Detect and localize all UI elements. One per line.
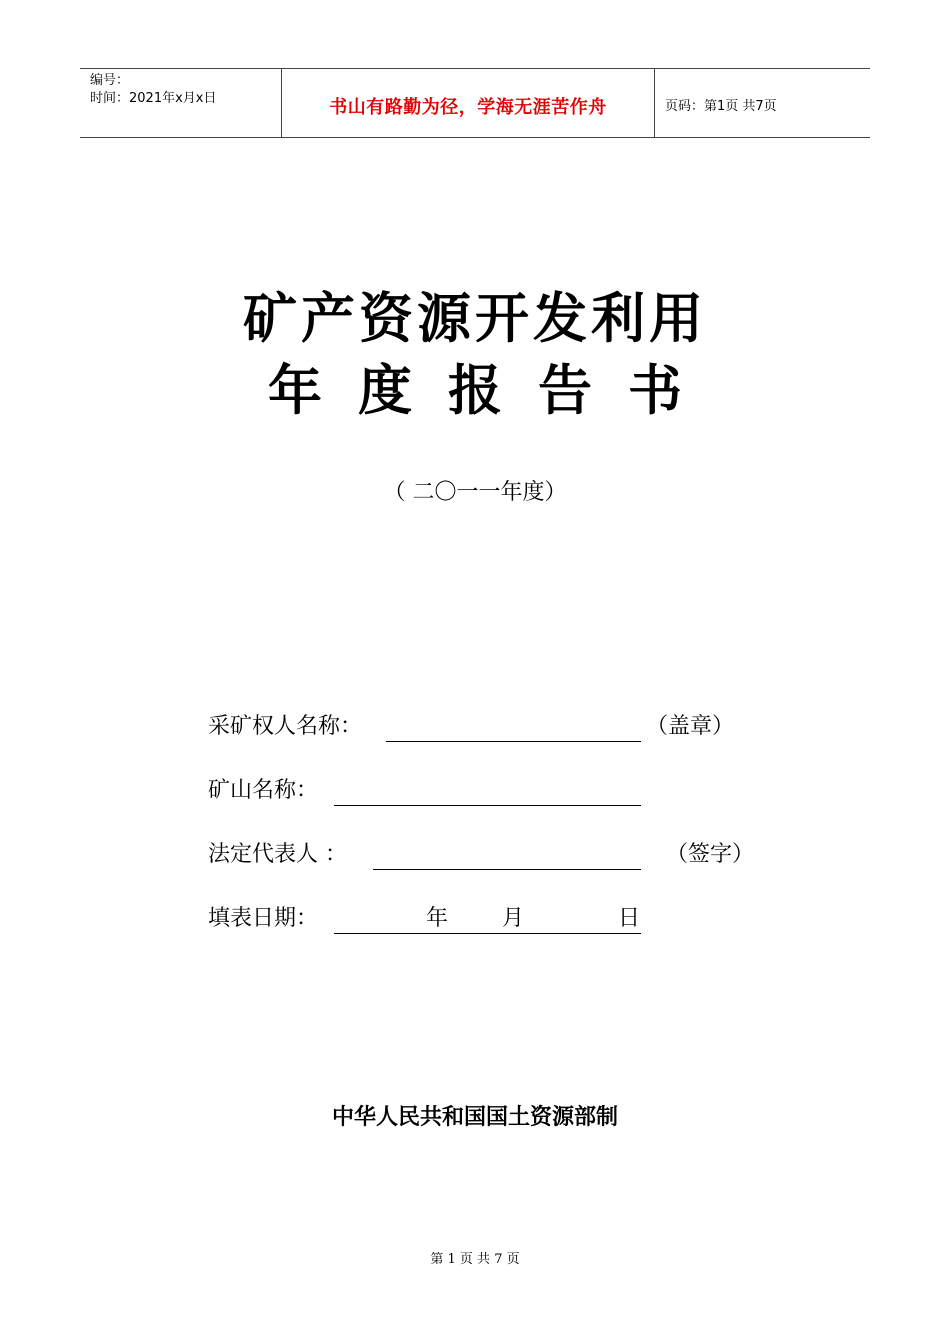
fill-date-input-line[interactable] (334, 933, 641, 934)
fill-date-day: 日 (618, 906, 641, 931)
mine-name-label: 矿山名称： (208, 778, 319, 803)
header-motto-cell (281, 69, 655, 137)
holder-name-field (208, 706, 768, 746)
legal-rep-signature-note: （签字） (666, 842, 755, 867)
document-title-line2: 年度报告书 (268, 358, 718, 422)
header-motto: 书山有路勤为径，学海无涯苦作舟 (329, 97, 607, 118)
legal-rep-label: 法定代表人 ： (208, 842, 347, 867)
holder-name-label: 采矿权人名称： (208, 714, 363, 739)
fill-date-field (208, 898, 768, 938)
fill-date-label: 填表日期： (208, 906, 319, 931)
header-page-info: 页码：第1页 共7页 (665, 99, 777, 114)
document-time-label: 时间：2021年x月x日 (90, 91, 217, 106)
holder-name-input-line[interactable] (386, 741, 641, 742)
report-year: （ 二〇一一年度） (383, 480, 567, 505)
document-title-line1: 矿产资源开发利用 (243, 286, 707, 350)
document-header (80, 68, 870, 138)
header-page-cell (655, 69, 870, 137)
document-number-label: 编号： (90, 73, 130, 88)
legal-rep-field (208, 834, 768, 874)
holder-seal-note: （盖章） (646, 714, 735, 739)
fill-date-month: 月 (502, 906, 525, 931)
fill-date-year: 年 (426, 906, 449, 931)
header-meta-cell (80, 69, 280, 137)
mine-name-input-line[interactable] (334, 805, 641, 806)
issuing-organization: 中华人民共和国国土资源部制 (331, 1104, 618, 1130)
mine-name-field (208, 770, 768, 810)
legal-rep-input-line[interactable] (373, 869, 641, 870)
page-footer: 第 1 页 共 7 页 (430, 1252, 520, 1267)
